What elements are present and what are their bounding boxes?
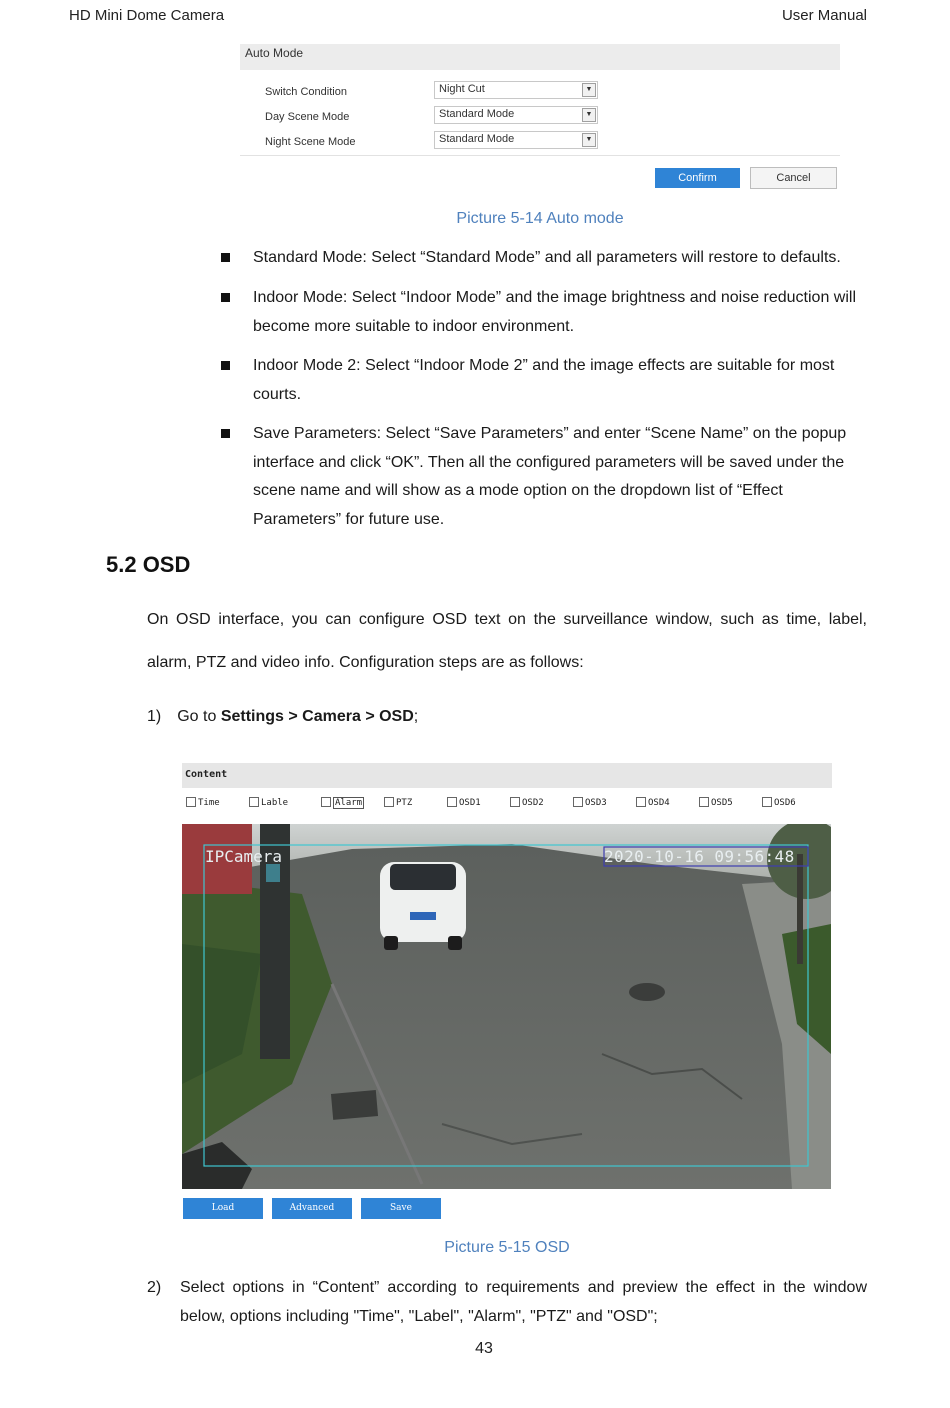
step-number: 2) [147,1279,162,1296]
menu-path-camera: Camera [302,708,361,725]
checkbox-ptz[interactable] [384,797,412,808]
bullet-indoor-mode-2: Indoor Mode 2: Select “Indoor Mode 2” and the image effects are suitable for most courts. [253,357,835,403]
bullet-save-parameters: Save Parameters: Select “Save Parameters” and enter “Scene Name” on the popup interface and click “OK”. Then all the configured parameters will be saved under the scene name and will show as a mode option on the dropdown list of “Effect Parameters” for future use. [253,425,847,529]
confirm-button[interactable]: Confirm [655,168,740,188]
checkbox-osd6[interactable] [762,797,796,808]
checkbox-osd2[interactable] [510,797,544,808]
bullet-marker [221,293,230,302]
cancel-button[interactable]: Cancel [750,167,837,189]
doc-header-manual: User Manual [781,7,867,24]
day-scene-mode-select[interactable] [434,106,598,124]
checkbox-box[interactable] [447,797,457,807]
night-scene-mode-label: Night Scene Mode [265,136,356,148]
path-separator: > [283,708,303,725]
figure-caption-auto-mode: Picture 5-14 Auto mode [456,210,624,227]
switch-condition-value: Night Cut [439,83,485,95]
checkbox-time[interactable] [186,797,220,808]
load-button[interactable]: Load [183,1198,263,1219]
auto-mode-title-bar [240,44,840,70]
checkbox-osd3[interactable] [573,797,607,808]
bullet-marker [221,429,230,438]
checkbox-label: OSD1 [459,798,481,808]
page-number: 43 [475,1340,493,1357]
figure-caption-osd: Picture 5-15 OSD [444,1239,570,1256]
panel-divider [240,155,840,156]
day-scene-mode-label: Day Scene Mode [265,111,350,123]
step-text: Go to [177,708,221,725]
osd-timestamp: 2020-10-16 09:56:48 [604,847,795,866]
checkbox-label: OSD3 [585,798,607,808]
switch-condition-label: Switch Condition [265,86,347,98]
section-heading: 5.2 OSD [106,552,191,577]
checkbox-label: OSD6 [774,798,796,808]
chevron-down-icon[interactable]: ▼ [582,108,596,122]
checkbox-osd1[interactable] [447,797,481,808]
checkbox-osd4[interactable] [636,797,670,808]
checkbox-label: OSD5 [711,798,733,808]
content-title-bar [182,763,832,788]
checkbox-box[interactable] [321,797,331,807]
checkbox-label: Alarm [335,798,363,808]
checkbox-label: OSD2 [522,798,544,808]
step-2-line2: below, options including "Time", "Label", "Alarm", "PTZ" and "OSD"; [180,1308,658,1325]
checkbox-box[interactable] [699,797,709,807]
night-scene-mode-value: Standard Mode [439,133,515,145]
night-scene-mode-select[interactable] [434,131,598,149]
bullet-standard-mode: Standard Mode: Select “Standard Mode” and all parameters will restore to defaults. [253,249,841,266]
content-title: Content [185,769,228,780]
checkbox-box[interactable] [762,797,772,807]
intro-paragraph-line1: On OSD interface, you can configure OSD text on the surveillance window, such as time, label, [147,611,867,628]
video-preview[interactable] [182,824,831,1189]
checkbox-label: OSD4 [648,798,670,808]
checkbox-box[interactable] [510,797,520,807]
menu-path-settings: Settings [220,708,284,725]
step-1 [147,708,867,726]
save-button[interactable]: Save [361,1198,441,1219]
step-number: 1) [147,708,162,725]
intro-paragraph-line2: alarm, PTZ and video info. Configuration steps are as follows: [147,654,584,671]
checkbox-label: Lable [261,798,289,808]
checkbox-box[interactable] [636,797,646,807]
checkbox-alarm[interactable] [321,797,364,808]
checkbox-box[interactable] [573,797,583,807]
day-scene-mode-value: Standard Mode [439,108,515,120]
switch-condition-select[interactable] [434,81,598,99]
bullet-marker [221,253,230,262]
advanced-button[interactable]: Advanced [272,1198,352,1219]
checkbox-label: Time [198,798,220,808]
auto-mode-title: Auto Mode [245,46,304,60]
bullet-marker [221,361,230,370]
menu-path-osd: OSD [379,708,414,725]
checkbox-lable[interactable] [249,797,288,808]
checkbox-label: PTZ [396,798,413,808]
checkbox-box[interactable] [249,797,259,807]
path-separator: > [360,708,380,725]
checkbox-osd5[interactable] [699,797,733,808]
bullet-indoor-mode: Indoor Mode: Select “Indoor Mode” and the image brightness and noise reduction will become more suitable to indoor environment. [253,289,857,335]
osd-channel-label: IPCamera [205,847,283,866]
step-2-line1: Select options in “Content” according to requirements and preview the effect in the window [180,1279,867,1296]
step-suffix: ; [413,708,419,725]
doc-header-title: HD Mini Dome Camera [69,7,225,24]
checkbox-box[interactable] [384,797,394,807]
video-frame-image [182,824,831,1189]
checkbox-box[interactable] [186,797,196,807]
chevron-down-icon[interactable]: ▼ [582,83,596,97]
chevron-down-icon[interactable]: ▼ [582,133,596,147]
